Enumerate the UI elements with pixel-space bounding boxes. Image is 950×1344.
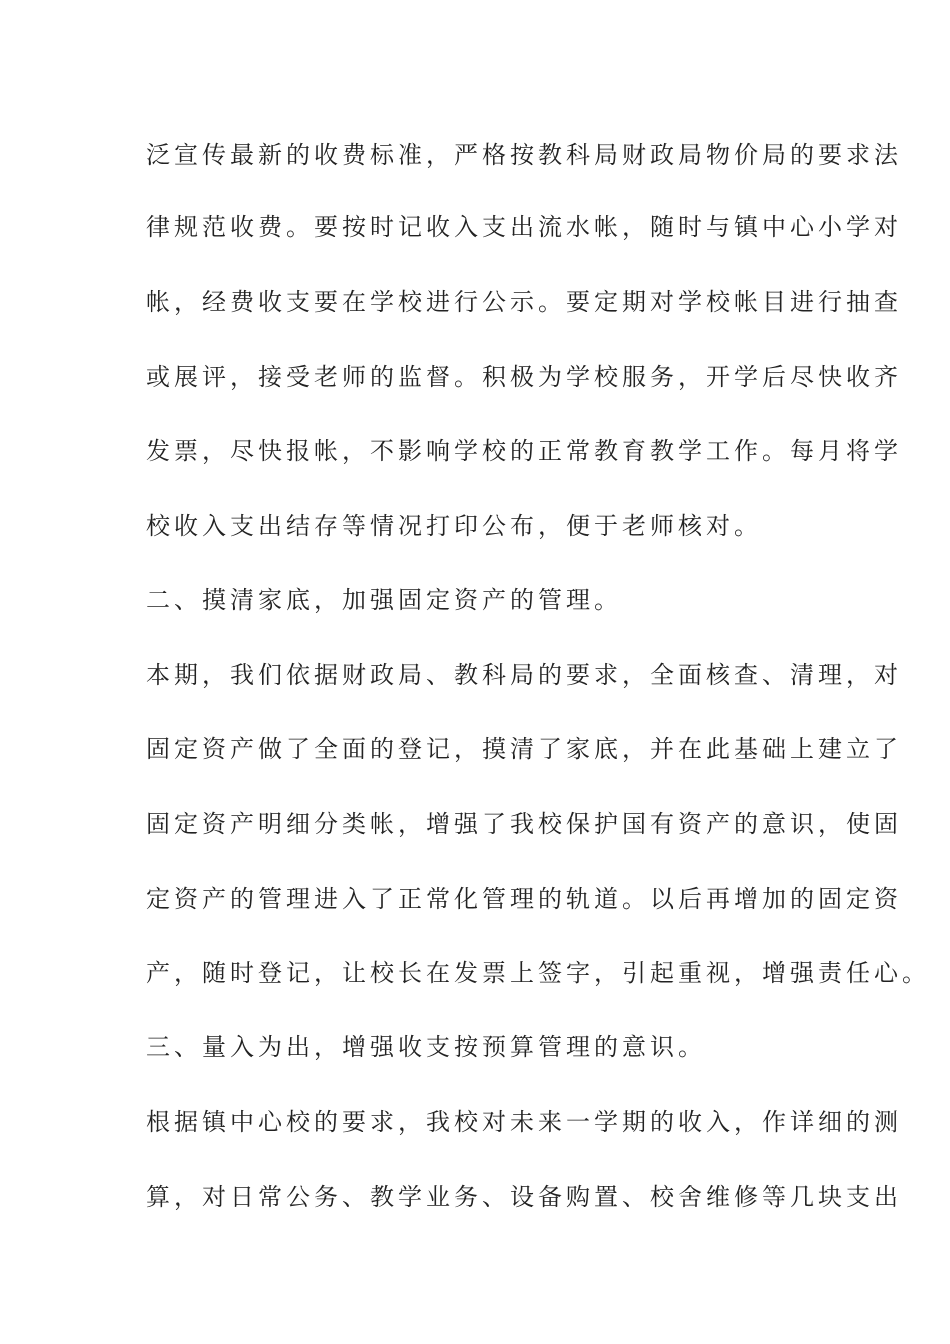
text-line: 定资产的管理进入了正常化管理的轨道。以后再增加的固定资 — [146, 885, 902, 913]
text-line: 产，随时登记，让校长在发票上签字，引起重视，增强责任心。 — [146, 959, 930, 987]
text-line: 或展评，接受老师的监督。积极为学校服务，开学后尽快收齐 — [146, 363, 902, 391]
text-line: 校收入支出结存等情况打印公布，便于老师核对。 — [146, 512, 762, 540]
text-line: 算，对日常公务、教学业务、设备购置、校舍维修等几块支出 — [146, 1183, 902, 1211]
section-heading: 三、量入为出，增强收支按预算管理的意识。 — [146, 1033, 706, 1061]
text-line: 泛宣传最新的收费标准，严格按教科局财政局物价局的要求法 — [146, 141, 902, 169]
text-line: 固定资产做了全面的登记，摸清了家底，并在此基础上建立了 — [146, 735, 902, 763]
text-line: 发票，尽快报帐，不影响学校的正常教育教学工作。每月将学 — [146, 437, 902, 465]
section-heading: 二、摸清家底，加强固定资产的管理。 — [146, 586, 622, 614]
text-line: 律规范收费。要按时记收入支出流水帐，随时与镇中心小学对 — [146, 213, 902, 241]
text-line: 根据镇中心校的要求，我校对未来一学期的收入，作详细的测 — [146, 1108, 902, 1136]
text-line: 本期，我们依据财政局、教科局的要求，全面核查、清理，对 — [146, 661, 902, 689]
text-line: 固定资产明细分类帐，增强了我校保护国有资产的意识，使固 — [146, 810, 902, 838]
text-line: 帐，经费收支要在学校进行公示。要定期对学校帐目进行抽查 — [146, 288, 902, 316]
